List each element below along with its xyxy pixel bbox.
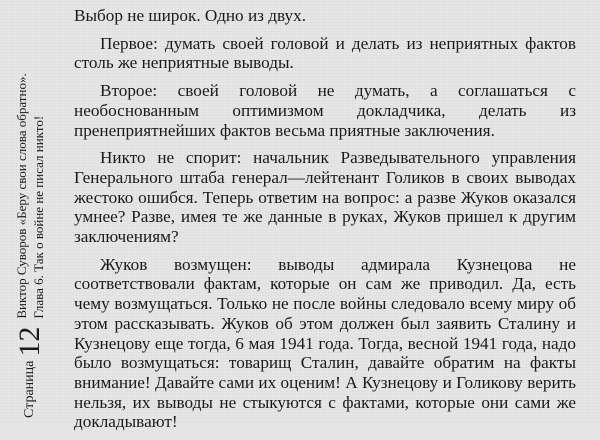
paragraph-1: Выбор не широк. Одно из двух. [74,6,306,25]
page-label: Страница [22,360,37,418]
page-number: 12 [13,326,46,357]
paragraph-3: Второе: своей головой не думать, а соглашаться с необоснованным оптимизмом докладчика, делать из пренеприятнейших фактов весьма приятные заключения. [74,81,576,140]
paragraph-4: Никто не спорит: начальник Разведывательного управления Генерального штаба генерал—лейтенант Голиков в своих выводах жестоко ошибся. Теперь ответим на вопрос: а разве Жуков оказался умнее? Разве, имея те же данные в руках, Жуков пришел к другим заключениям? [74,148,576,247]
chapter-title-line: Глава 6. Так о войне не писал никто! [31,115,46,319]
book-meta [13,73,47,318]
rotated-header [4,8,56,418]
paragraph-2: Первое: думать своей головой и делать из неприятных фактов столь же неприятные выводы. [74,33,576,73]
page-sidebar [0,0,60,423]
paragraph-5: Жуков возмущен: выводы адмирала Кузнецова не соответствовали фактам, которые он сам же приводил. Да, есть чему возмущаться. Только не после войны следовало всему миру об этом рассказывать. Жуков об этом должен был заявить Сталину и Кузнецову еще тогда, 6 мая 1941 года. Тогда, весной 1941 года, надо было возмущаться: товарищ Сталин, давайте обратим на факты внимание! Давайте сами их оценим! А Кузнецову и Голикову верить нельзя, их выводы не стыкуются с фактами, которые они сами же докладывают! [74,254,576,432]
book-title-line: Виктор Суворов «Беру свои слова обратно». [14,73,29,319]
page-text [74,6,576,440]
